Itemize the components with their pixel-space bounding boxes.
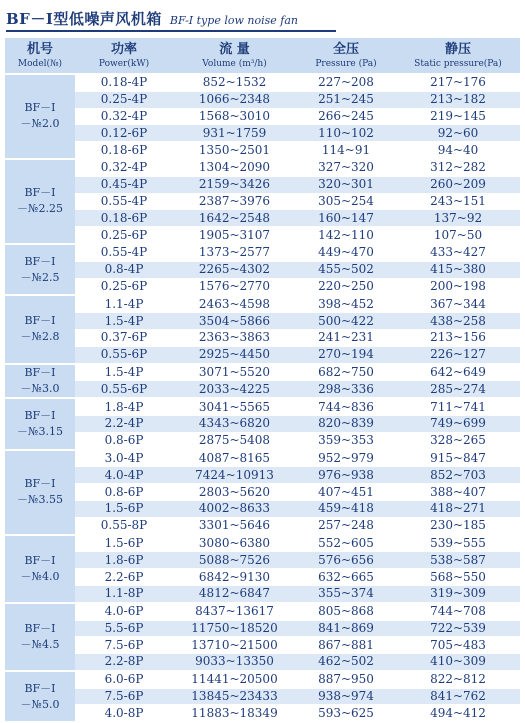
- static-pressure-cell: 243~151: [396, 193, 520, 210]
- power-cell: 4.0-6P: [75, 603, 173, 620]
- table-row: [5, 261, 520, 278]
- table-row: [5, 176, 520, 193]
- table-row: [5, 125, 520, 142]
- pressure-cell: 407~451: [296, 484, 396, 501]
- static-pressure-cell: 642~649: [396, 364, 520, 381]
- volume-cell: 11750~18520: [173, 620, 296, 637]
- table-row: [5, 142, 520, 159]
- table-row: [5, 552, 520, 569]
- model-number: －№2.25: [17, 202, 63, 216]
- header-volume: 流 量 Volume (m³/h): [173, 38, 296, 74]
- power-cell: 1.5-4P: [75, 313, 173, 330]
- table-row: [5, 671, 520, 688]
- model-number: －№3.15: [17, 424, 63, 438]
- model-cell: [5, 603, 75, 671]
- volume-cell: 6842~9130: [173, 569, 296, 586]
- pressure-cell: 305~254: [296, 193, 396, 210]
- pressure-cell: 355~374: [296, 585, 396, 602]
- table-row: [5, 637, 520, 654]
- static-pressure-cell: 538~587: [396, 552, 520, 569]
- pressure-cell: 270~194: [296, 346, 396, 363]
- power-cell: 6.0-6P: [75, 671, 173, 688]
- table-row: [5, 346, 520, 363]
- model-series: BF－Ⅰ: [24, 621, 56, 635]
- pressure-cell: 938~974: [296, 688, 396, 705]
- table-row: [5, 244, 520, 261]
- static-pressure-cell: 213~182: [396, 91, 520, 108]
- static-pressure-cell: 230~185: [396, 517, 520, 534]
- static-pressure-cell: 415~380: [396, 261, 520, 278]
- pressure-cell: 632~665: [296, 569, 396, 586]
- static-pressure-cell: 494~412: [396, 705, 520, 722]
- volume-cell: 8437~13617: [173, 603, 296, 620]
- volume-cell: 13710~21500: [173, 637, 296, 654]
- volume-cell: 3071~5520: [173, 364, 296, 381]
- static-pressure-cell: 749~699: [396, 415, 520, 432]
- table-row: [5, 329, 520, 346]
- static-pressure-cell: 94~40: [396, 142, 520, 159]
- pressure-cell: 682~750: [296, 364, 396, 381]
- static-pressure-cell: 312~282: [396, 159, 520, 176]
- volume-cell: 4002~8633: [173, 500, 296, 517]
- volume-cell: 1350~2501: [173, 142, 296, 159]
- pressure-cell: 110~102: [296, 125, 396, 142]
- power-cell: 1.5-6P: [75, 535, 173, 552]
- volume-cell: 11441~20500: [173, 671, 296, 688]
- power-cell: 0.18-6P: [75, 142, 173, 159]
- model-cell: [5, 450, 75, 535]
- table-row: [5, 364, 520, 381]
- static-pressure-cell: 213~156: [396, 329, 520, 346]
- power-cell: 1.5-6P: [75, 500, 173, 517]
- power-cell: 0.18-6P: [75, 210, 173, 227]
- volume-cell: 2803~5620: [173, 484, 296, 501]
- pressure-cell: 227~208: [296, 74, 396, 91]
- table-row: [5, 517, 520, 534]
- model-series: BF－Ⅰ: [24, 408, 56, 422]
- pressure-cell: 552~605: [296, 535, 396, 552]
- volume-cell: 9033~13350: [173, 654, 296, 671]
- model-cell: [5, 295, 75, 363]
- static-pressure-cell: 705~483: [396, 637, 520, 654]
- table-row: [5, 467, 520, 484]
- static-pressure-cell: 260~209: [396, 176, 520, 193]
- pressure-cell: 359~353: [296, 432, 396, 449]
- volume-cell: 1642~2548: [173, 210, 296, 227]
- volume-cell: 2363~3863: [173, 329, 296, 346]
- table-row: [5, 500, 520, 517]
- power-cell: 1.5-4P: [75, 364, 173, 381]
- table-row: [5, 193, 520, 210]
- pressure-cell: 887~950: [296, 671, 396, 688]
- model-number: －№3.0: [20, 381, 60, 395]
- table-row: [5, 585, 520, 602]
- model-series: BF－Ⅰ: [24, 254, 56, 268]
- table-row: [5, 415, 520, 432]
- pressure-cell: 320~301: [296, 176, 396, 193]
- model-cell: [5, 535, 75, 603]
- pressure-cell: 114~91: [296, 142, 396, 159]
- pressure-cell: 841~869: [296, 620, 396, 637]
- model-cell: [5, 74, 75, 159]
- table-row: [5, 74, 520, 91]
- volume-cell: 4812~6847: [173, 585, 296, 602]
- table-row: [5, 484, 520, 501]
- fan-spec-table: [5, 38, 520, 723]
- power-cell: 2.2-6P: [75, 569, 173, 586]
- header-power: 功率 Power(kW): [75, 38, 173, 74]
- model-number: －№4.5: [20, 637, 60, 651]
- table-row: [5, 278, 520, 295]
- power-cell: 2.2-4P: [75, 415, 173, 432]
- power-cell: 1.8-6P: [75, 552, 173, 569]
- model-series: BF－Ⅰ: [24, 101, 56, 115]
- power-cell: 0.18-4P: [75, 74, 173, 91]
- table-row: [5, 210, 520, 227]
- static-pressure-cell: 319~309: [396, 585, 520, 602]
- model-cell: [5, 671, 75, 722]
- table-row: [5, 108, 520, 125]
- power-cell: 0.25-6P: [75, 227, 173, 244]
- header-model: 机号 Model(№): [5, 38, 75, 74]
- model-number: －№4.0: [20, 569, 60, 583]
- pressure-cell: 462~502: [296, 654, 396, 671]
- static-pressure-cell: 388~407: [396, 484, 520, 501]
- volume-cell: 3504~5866: [173, 313, 296, 330]
- volume-cell: 2925~4450: [173, 346, 296, 363]
- table-row: [5, 398, 520, 415]
- pressure-cell: 455~502: [296, 261, 396, 278]
- static-pressure-cell: 568~550: [396, 569, 520, 586]
- power-cell: 0.55-6P: [75, 346, 173, 363]
- volume-cell: 11883~18349: [173, 705, 296, 722]
- static-pressure-cell: 722~539: [396, 620, 520, 637]
- pressure-cell: 952~979: [296, 450, 396, 467]
- model-series: BF－Ⅰ: [24, 186, 56, 200]
- volume-cell: 2875~5408: [173, 432, 296, 449]
- power-cell: 7.5-6P: [75, 688, 173, 705]
- power-cell: 4.0-8P: [75, 705, 173, 722]
- volume-cell: 1373~2577: [173, 244, 296, 261]
- title-underline: [6, 30, 336, 32]
- volume-cell: 2387~3976: [173, 193, 296, 210]
- power-cell: 1.1-4P: [75, 295, 173, 312]
- model-number: －№2.5: [20, 270, 60, 284]
- pressure-cell: 976~938: [296, 467, 396, 484]
- pressure-cell: 744~836: [296, 398, 396, 415]
- power-cell: 0.55-6P: [75, 381, 173, 398]
- header-pressure: 全压 Pressure (Pa): [296, 38, 396, 74]
- static-pressure-cell: 137~92: [396, 210, 520, 227]
- model-series: BF－Ⅰ: [24, 477, 56, 491]
- table-row: [5, 535, 520, 552]
- power-cell: 0.25-6P: [75, 278, 173, 295]
- model-cell: [5, 244, 75, 295]
- volume-cell: 2159~3426: [173, 176, 296, 193]
- model-series: BF－Ⅰ: [24, 314, 56, 328]
- volume-cell: 4343~6820: [173, 415, 296, 432]
- static-pressure-cell: 711~741: [396, 398, 520, 415]
- pressure-cell: 257~248: [296, 517, 396, 534]
- pressure-cell: 867~881: [296, 637, 396, 654]
- volume-cell: 13845~23433: [173, 688, 296, 705]
- volume-cell: 1304~2090: [173, 159, 296, 176]
- pressure-cell: 241~231: [296, 329, 396, 346]
- volume-cell: 2033~4225: [173, 381, 296, 398]
- power-cell: 0.32-4P: [75, 159, 173, 176]
- power-cell: 0.8-4P: [75, 261, 173, 278]
- table-row: [5, 603, 520, 620]
- header-static-pressure: 静压 Static pressure(Pa): [396, 38, 520, 74]
- static-pressure-cell: 744~708: [396, 603, 520, 620]
- pressure-cell: 160~147: [296, 210, 396, 227]
- power-cell: 3.0-4P: [75, 450, 173, 467]
- static-pressure-cell: 92~60: [396, 125, 520, 142]
- power-cell: 0.55-8P: [75, 517, 173, 534]
- volume-cell: 1066~2348: [173, 91, 296, 108]
- table-body: [5, 74, 520, 722]
- static-pressure-cell: 367~344: [396, 295, 520, 312]
- volume-cell: 2463~4598: [173, 295, 296, 312]
- table-row: [5, 688, 520, 705]
- table-row: [5, 381, 520, 398]
- pressure-cell: 251~245: [296, 91, 396, 108]
- pressure-cell: 327~320: [296, 159, 396, 176]
- table-row: [5, 91, 520, 108]
- power-cell: 7.5-6P: [75, 637, 173, 654]
- power-cell: 5.5-6P: [75, 620, 173, 637]
- title-sub: BF-Ⅰ type low noise fan: [169, 14, 298, 27]
- pressure-cell: 449~470: [296, 244, 396, 261]
- volume-cell: 5088~7526: [173, 552, 296, 569]
- volume-cell: 931~1759: [173, 125, 296, 142]
- power-cell: 1.1-8P: [75, 585, 173, 602]
- pressure-cell: 593~625: [296, 705, 396, 722]
- volume-cell: 4087~8165: [173, 450, 296, 467]
- static-pressure-cell: 539~555: [396, 535, 520, 552]
- power-cell: 0.32-4P: [75, 108, 173, 125]
- table-row: [5, 705, 520, 722]
- volume-cell: 1576~2770: [173, 278, 296, 295]
- pressure-cell: 298~336: [296, 381, 396, 398]
- table-row: [5, 569, 520, 586]
- volume-cell: 852~1532: [173, 74, 296, 91]
- model-cell: [5, 398, 75, 449]
- power-cell: 0.25-4P: [75, 91, 173, 108]
- power-cell: 0.55-4P: [75, 193, 173, 210]
- pressure-cell: 220~250: [296, 278, 396, 295]
- static-pressure-cell: 226~127: [396, 346, 520, 363]
- pressure-cell: 805~868: [296, 603, 396, 620]
- static-pressure-cell: 285~274: [396, 381, 520, 398]
- pressure-cell: 142~110: [296, 227, 396, 244]
- static-pressure-cell: 822~812: [396, 671, 520, 688]
- pressure-cell: 398~452: [296, 295, 396, 312]
- power-cell: 0.12-6P: [75, 125, 173, 142]
- page-title: [6, 8, 298, 28]
- table-row: [5, 227, 520, 244]
- volume-cell: 3041~5565: [173, 398, 296, 415]
- volume-cell: 1905~3107: [173, 227, 296, 244]
- static-pressure-cell: 410~309: [396, 654, 520, 671]
- static-pressure-cell: 841~762: [396, 688, 520, 705]
- static-pressure-cell: 219~145: [396, 108, 520, 125]
- pressure-cell: 266~245: [296, 108, 396, 125]
- table-row: [5, 432, 520, 449]
- power-cell: 4.0-4P: [75, 467, 173, 484]
- table-row: [5, 620, 520, 637]
- power-cell: 1.8-4P: [75, 398, 173, 415]
- table-row: [5, 450, 520, 467]
- power-cell: 0.45-4P: [75, 176, 173, 193]
- static-pressure-cell: 915~847: [396, 450, 520, 467]
- table-row: [5, 295, 520, 312]
- pressure-cell: 820~839: [296, 415, 396, 432]
- model-number: －№2.0: [20, 117, 60, 131]
- table-row: [5, 654, 520, 671]
- model-number: －№3.55: [17, 493, 63, 507]
- header-row: [5, 38, 520, 74]
- model-series: BF－Ⅰ: [24, 553, 56, 567]
- model-number: －№2.8: [20, 330, 60, 344]
- power-cell: 0.8-6P: [75, 432, 173, 449]
- static-pressure-cell: 217~176: [396, 74, 520, 91]
- power-cell: 0.8-6P: [75, 484, 173, 501]
- static-pressure-cell: 433~427: [396, 244, 520, 261]
- model-cell: [5, 364, 75, 399]
- static-pressure-cell: 852~703: [396, 467, 520, 484]
- volume-cell: 2265~4302: [173, 261, 296, 278]
- table-row: [5, 159, 520, 176]
- static-pressure-cell: 418~271: [396, 500, 520, 517]
- volume-cell: 3080~6380: [173, 535, 296, 552]
- model-series: BF－Ⅰ: [24, 681, 56, 695]
- volume-cell: 1568~3010: [173, 108, 296, 125]
- pressure-cell: 500~422: [296, 313, 396, 330]
- static-pressure-cell: 438~258: [396, 313, 520, 330]
- static-pressure-cell: 200~198: [396, 278, 520, 295]
- power-cell: 0.55-4P: [75, 244, 173, 261]
- volume-cell: 3301~5646: [173, 517, 296, 534]
- model-cell: [5, 159, 75, 244]
- power-cell: 0.37-6P: [75, 329, 173, 346]
- volume-cell: 7424~10913: [173, 467, 296, 484]
- power-cell: 2.2-8P: [75, 654, 173, 671]
- pressure-cell: 459~418: [296, 500, 396, 517]
- model-number: －№5.0: [20, 697, 60, 711]
- static-pressure-cell: 107~50: [396, 227, 520, 244]
- pressure-cell: 576~656: [296, 552, 396, 569]
- title-main: BF－Ⅰ型低噪声风机箱: [6, 10, 162, 28]
- model-series: BF－Ⅰ: [24, 365, 56, 379]
- static-pressure-cell: 328~265: [396, 432, 520, 449]
- table-row: [5, 313, 520, 330]
